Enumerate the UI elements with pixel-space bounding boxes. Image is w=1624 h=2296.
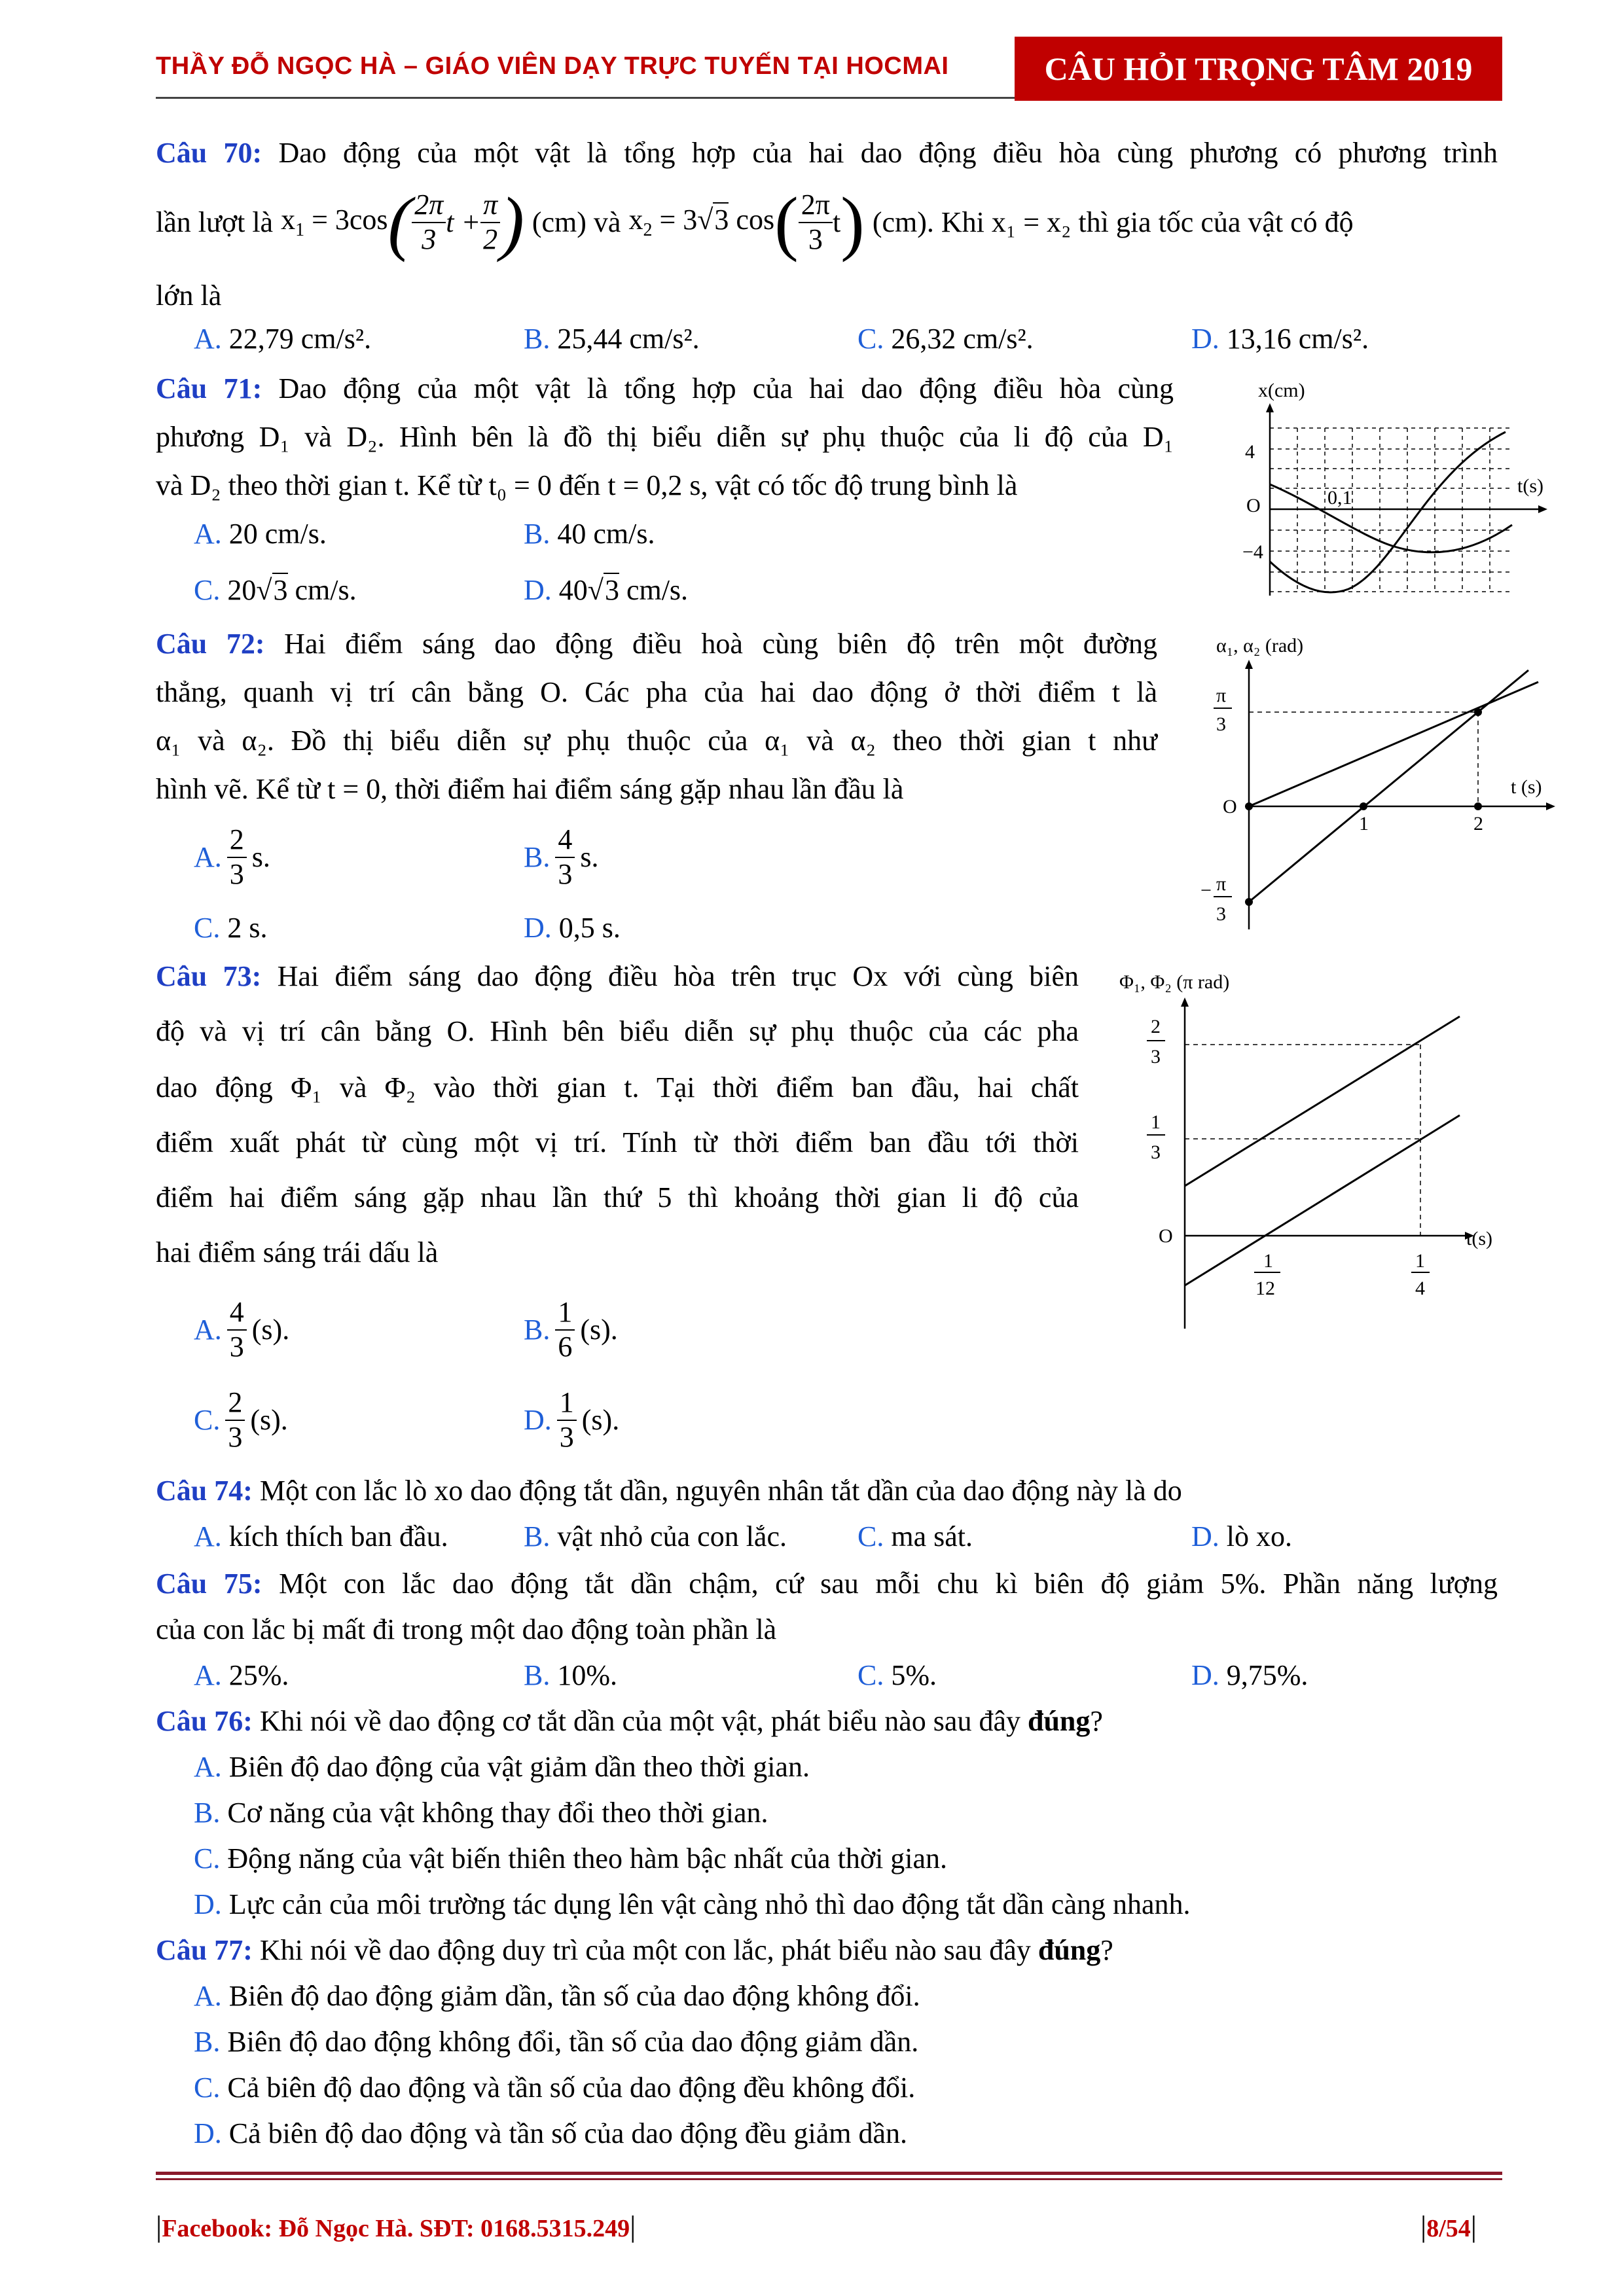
q73-graph-x2d: 4 [1415, 1278, 1425, 1299]
page-number: |8/54| [1420, 2210, 1477, 2243]
q71-graph-xlabel: t(s) [1517, 475, 1543, 497]
q73-graph-y2n: 2 [1151, 1016, 1161, 1037]
q77-option-a[interactable]: A. Biên độ dao động giảm dần, tần số của dao động không đổi. [194, 1980, 920, 2012]
q72-line1: Câu 72: Hai điểm sáng dao động điều hoà cùng biên độ trên một đường [156, 628, 1157, 660]
q73-option-a[interactable]: A. $\frac{4}{3}$ (s). [194, 1296, 290, 1363]
q75-line2: của con lắc bị mất đi trong một dao động toàn phần là [156, 1613, 777, 1645]
q74-option-a[interactable]: A. kích thích ban đầu. [194, 1520, 448, 1552]
q72-line3: α₁ và α₂. Đồ thị biểu diễn sự phụ thuộc của α₁ và α₂ theo thời gian t như [156, 725, 1157, 757]
q77-option-d[interactable]: D. Cả biên độ dao động và tần số của dao động đều giảm dần. [194, 2117, 907, 2149]
q73-graph-x2n: 1 [1415, 1250, 1425, 1272]
q74-option-c[interactable]: C. ma sát. [857, 1520, 973, 1552]
q71-graph-origin: O [1246, 495, 1261, 516]
q73-line-phi1 [1185, 1016, 1460, 1186]
header-title: THẦY ĐỖ NGỌC HÀ – GIÁO VIÊN DẠY TRỰC TUYẾN TẠI HOCMAI [156, 52, 949, 80]
q73-graph-y1n: 1 [1151, 1111, 1161, 1133]
q72-option-a[interactable]: A. $\frac{2}{3}$ s. [194, 823, 270, 890]
q72-line-alpha2 [1249, 670, 1528, 902]
q76-option-b[interactable]: B. Cơ năng của vật không thay đổi theo thời gian. [194, 1797, 768, 1829]
q73-graph-origin: O [1159, 1225, 1173, 1247]
q71-option-d[interactable]: D. 40√3 cm/s. [524, 574, 689, 606]
q72-graph [1198, 628, 1564, 942]
q73-graph-x1n: 1 [1263, 1250, 1273, 1272]
q73-graph-xlabel: t(s) [1466, 1228, 1492, 1249]
q77-question: Câu 77: Khi nói về dao động duy trì của một con lắc, phát biểu nào sau đây đúng? [156, 1934, 1113, 1966]
q74-option-d[interactable]: D. lò xo. [1191, 1520, 1293, 1552]
q72-line-alpha1 [1249, 682, 1538, 806]
q76-question: Câu 76: Khi nói về dao động cơ tắt dần của một vật, phát biểu nào sau đây đúng? [156, 1705, 1103, 1737]
q72-graph-xlabel: t (s) [1511, 776, 1542, 798]
q72-option-d[interactable]: D. 0,5 s. [524, 912, 621, 944]
q73-line1: Câu 73: Hai điểm sáng dao động điều hòa trên trục Ox với cùng biên [156, 960, 1079, 992]
q71-curve-d2 [1270, 484, 1512, 552]
q72-graph-three-bottom: 3 [1216, 903, 1226, 925]
q74-option-b[interactable]: B. vật nhỏ của con lắc. [524, 1520, 787, 1552]
equation-x2: $x_2 = 3√3$ cos ( $\frac{2\pi}{3}$ t ) [628, 182, 865, 262]
q73-line4: điểm xuất phát từ cùng một vị trí. Tính từ thời điểm ban đầu tới thời [156, 1126, 1079, 1158]
q71-curve-d1 [1270, 432, 1506, 592]
q77-option-b[interactable]: B. Biên độ dao động không đổi, tần số của dao động giảm dần. [194, 2026, 919, 2058]
q72-line2: thẳng, quanh vị trí cân bằng O. Các pha của hai dao động ở thời điểm t là [156, 676, 1157, 708]
q70-option-d[interactable]: D. 13,16 cm/s². [1191, 323, 1369, 355]
equation-x1: $x_1 = 3\cos$ ( $\frac{2\pi}{3}$ t + $\frac{\pi}{2}$ ) [281, 182, 524, 262]
q75-line1: Câu 75: Một con lắc dao động tắt dần chậm, cứ sau mỗi chu kì biên độ giảm 5%. Phần năng lượng [156, 1568, 1498, 1600]
q73-graph-y2d: 3 [1151, 1046, 1161, 1067]
q72-graph-pi-bottom: π [1216, 873, 1227, 895]
q72-option-b[interactable]: B. $\frac{4}{3}$ s. [524, 823, 599, 890]
footer-contact: |Facebook: Đỗ Ngọc Hà. SĐT: 0168.5315.249| [156, 2210, 636, 2243]
q71-graph-ylabel: x(cm) [1258, 380, 1305, 401]
q71-graph [1231, 373, 1558, 609]
footer-divider-thin [156, 2178, 1502, 2180]
q72-graph-origin: O [1223, 796, 1237, 817]
q73-line5: điểm hai điểm sáng gặp nhau lần thứ 5 thì khoảng thời gian li độ của [156, 1181, 1079, 1213]
q72-graph-x2: 2 [1473, 813, 1483, 834]
q73-graph [1106, 962, 1564, 1342]
footer-divider [156, 2172, 1502, 2175]
q75-option-a[interactable]: A. 25%. [194, 1659, 289, 1691]
q73-option-b[interactable]: B. $\frac{1}{6}$ (s). [524, 1296, 618, 1363]
q73-graph-x1d: 12 [1255, 1278, 1275, 1299]
q76-option-d[interactable]: D. Lực cản của môi trường tác dụng lên vật càng nhỏ thì dao động tắt dần càng nhanh. [194, 1888, 1191, 1920]
q74-question: Câu 74: Một con lắc lò xo dao động tắt dần, nguyên nhân tắt dần của dao động này là do [156, 1475, 1182, 1507]
q73-line6: hai điểm sáng trái dấu là [156, 1236, 439, 1268]
q71-line1: Câu 71: Dao động của một vật là tổng hợp của hai dao động điều hòa cùng [156, 372, 1174, 404]
q73-option-c[interactable]: C. $\frac{2}{3}$ (s). [194, 1386, 288, 1453]
q72-graph-minus: − [1200, 880, 1212, 901]
q70-line1: Câu 70: Dao động của một vật là tổng hợp của hai dao động điều hòa cùng phương có phương trình [156, 137, 1498, 169]
q72-line4: hình vẽ. Kể từ t = 0, thời điểm hai điểm sáng gặp nhau lần đầu là [156, 773, 904, 805]
header-divider [156, 97, 1015, 99]
q70-option-c[interactable]: C. 26,32 cm/s². [857, 323, 1034, 355]
q77-option-c[interactable]: C. Cả biên độ dao động và tần số của dao động đều không đổi. [194, 2072, 916, 2104]
q75-option-c[interactable]: C. 5%. [857, 1659, 937, 1691]
q71-line2: phương D₁ và D₂. Hình bên là đồ thị biểu diễn sự phụ thuộc của li độ của D₁ [156, 421, 1174, 453]
q71-option-a[interactable]: A. 20 cm/s. [194, 518, 327, 550]
q71-line3: và D₂ theo thời gian t. Kể từ t₀ = 0 đến t = 0,2 s, vật có tốc độ trung bình là [156, 469, 1018, 501]
q73-graph-y1d: 3 [1151, 1141, 1161, 1163]
q72-graph-ylabel: α₁, α₂ (rad) [1216, 635, 1304, 656]
q71-graph-ytop: 4 [1245, 441, 1255, 463]
q75-option-b[interactable]: B. 10%. [524, 1659, 618, 1691]
q73-option-d[interactable]: D. $\frac{1}{3}$ (s). [524, 1386, 620, 1453]
q71-option-b[interactable]: B. 40 cm/s. [524, 518, 655, 550]
q70-line2: lần lượt là $x_1 = 3\cos$ ( $\frac{2\pi}{3}$ t + $\frac{\pi}{2}$ ) (cm) và $x_2 = 3√3$ cos ( $\frac{2\pi}{3}$ t ) (cm). Khi x₁ = x₂ thì gia tốc của vật có độ [156, 182, 1354, 262]
q73-line3: dao động Φ₁ và Φ₂ vào thời gian t. Tại thời điểm ban đầu, hai chất [156, 1071, 1079, 1103]
q71-graph-ybottom: −4 [1242, 541, 1263, 563]
q76-option-a[interactable]: A. Biên độ dao động của vật giảm dần theo thời gian. [194, 1751, 810, 1783]
q70-option-a[interactable]: A. 22,79 cm/s². [194, 323, 372, 355]
q72-option-c[interactable]: C. 2 s. [194, 912, 268, 944]
q72-graph-three-top: 3 [1216, 713, 1226, 735]
q70-line3: lớn là [156, 279, 222, 312]
q71-graph-xtick: 0,1 [1327, 487, 1352, 509]
q72-graph-pi-top: π [1216, 685, 1227, 706]
q71-option-c[interactable]: C. 20√3 cm/s. [194, 574, 357, 606]
q75-option-d[interactable]: D. 9,75%. [1191, 1659, 1308, 1691]
header-badge: CÂU HỎI TRỌNG TÂM 2019 [1015, 37, 1502, 101]
q76-option-c[interactable]: C. Động năng của vật biến thiên theo hàm bậc nhất của thời gian. [194, 1842, 948, 1874]
q73-line2: độ và vị trí cân bằng O. Hình bên biểu diễn sự phụ thuộc của các pha [156, 1015, 1079, 1047]
q72-graph-x1: 1 [1359, 813, 1369, 834]
q70-option-b[interactable]: B. 25,44 cm/s². [524, 323, 700, 355]
q73-graph-ylabel: Φ₁, Φ₂ (π rad) [1119, 971, 1230, 993]
